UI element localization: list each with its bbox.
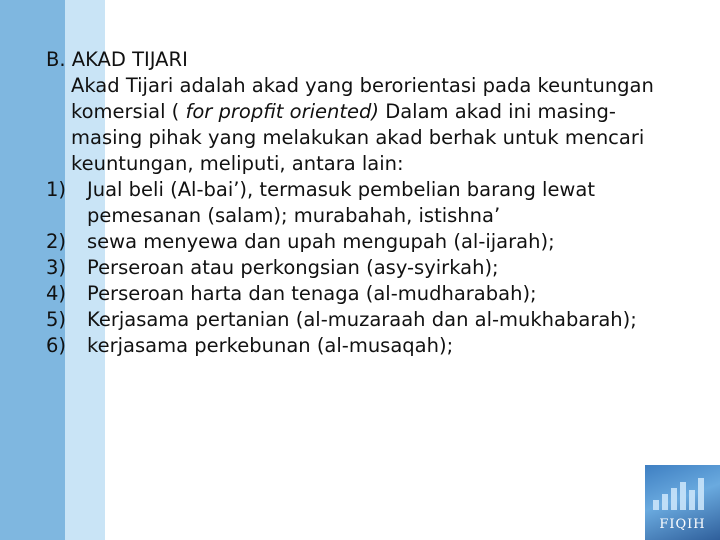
list-item [46, 307, 676, 333]
list-item-text: Kerjasama pertanian (al-muzaraah dan al-mukhabarah); [87, 308, 637, 331]
cover-graphic-bar [680, 482, 686, 510]
cover-graphic-bar [653, 500, 659, 510]
list-item-text: Perseroan atau perkongsian (asy-syirkah); [87, 256, 499, 279]
cover-graphic-bar [698, 478, 704, 510]
list-item [46, 229, 676, 255]
intro-text-end: Dalam akad ini masing-masing pihak yang melakukan akad berhak untuk mencari keuntungan, meliputi, antara lain: [71, 100, 645, 175]
list-item-number: 4) [46, 282, 67, 305]
list-item-number: 1) [46, 178, 67, 201]
intro-text-start: Akad Tijari adalah akad yang berorientasi pada keuntungan komersial ( [71, 74, 654, 123]
cover-graphic-bar [689, 490, 695, 510]
list-item-number: 3) [46, 256, 67, 279]
list-item-text: kerjasama perkebunan (al-musaqah); [87, 334, 454, 357]
list-item-text: sewa menyewa dan upah mengupah (al-ijarah); [87, 230, 555, 253]
cover-graphic-bar [662, 494, 668, 510]
akad-list [46, 177, 676, 359]
list-item-number: 5) [46, 308, 67, 331]
list-item [46, 255, 676, 281]
list-item [46, 177, 676, 229]
list-item-text: Perseroan harta dan tenaga (al-mudharabah); [87, 282, 537, 305]
book-cover-thumbnail [645, 465, 720, 540]
section-intro [46, 73, 676, 177]
list-item [46, 281, 676, 307]
intro-text-italic: for propfit oriented) [185, 100, 380, 123]
cover-logo-text: FIQIH [659, 517, 706, 532]
slide-content [46, 47, 676, 359]
list-item-number: 6) [46, 334, 67, 357]
list-item [46, 333, 676, 359]
list-item-number: 2) [46, 230, 67, 253]
section-heading: B. AKAD TIJARI [46, 48, 188, 71]
list-item-text: Jual beli (Al-bai’), termasuk pembelian barang lewat pemesanan (salam); murabahah, istishna’ [87, 178, 595, 227]
cover-graphic-bar [671, 488, 677, 510]
